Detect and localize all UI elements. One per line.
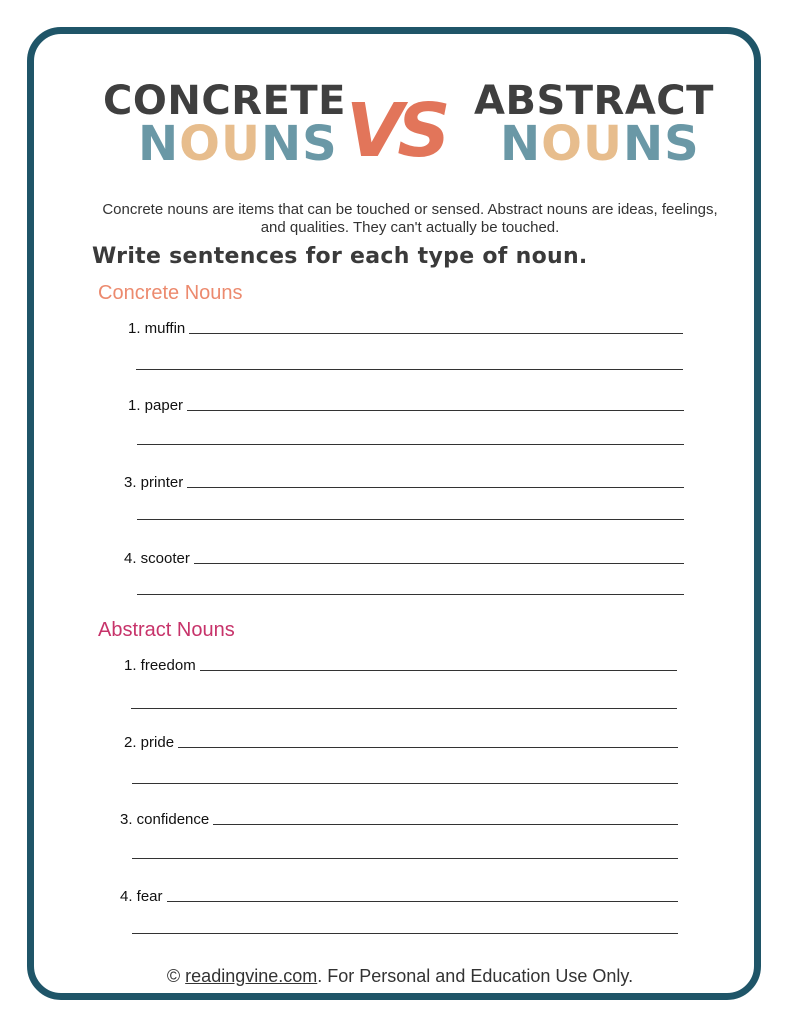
nouns-letter: N	[138, 116, 180, 172]
concrete-item-4	[124, 550, 684, 567]
answer-line[interactable]	[200, 669, 677, 671]
answer-line[interactable]	[137, 443, 684, 445]
item-label: 4. scooter	[124, 550, 190, 567]
answer-line[interactable]	[136, 368, 683, 370]
intro-text: Concrete nouns are items that can be touched or sensed. Abstract nouns are ideas, feelings, and qualities. They can't actually be touched.	[102, 201, 718, 236]
item-label: 1. muffin	[128, 320, 186, 337]
abstract-item-4	[120, 888, 678, 905]
instruction-heading: Write sentences for each type of noun.	[92, 244, 588, 269]
answer-line[interactable]	[189, 332, 683, 334]
answer-line[interactable]	[132, 782, 678, 784]
concrete-item-2	[128, 397, 684, 414]
concrete-item-3	[124, 474, 684, 491]
title-nouns-right	[500, 116, 700, 172]
title-nouns-left	[138, 116, 338, 172]
answer-line[interactable]	[137, 518, 684, 520]
copyright-prefix: ©	[166, 966, 186, 986]
abstract-item-3	[120, 811, 678, 828]
answer-line[interactable]	[178, 746, 678, 748]
answer-line[interactable]	[194, 562, 684, 564]
abstract-item-1	[124, 657, 677, 674]
answer-line[interactable]	[167, 900, 678, 902]
title-abstract: ABSTRACT	[474, 78, 714, 124]
vs-logo: VS	[346, 88, 445, 174]
abstract-item-2	[124, 734, 678, 751]
answer-line[interactable]	[137, 593, 684, 595]
item-label: 2. pride	[124, 734, 175, 751]
answer-line[interactable]	[187, 409, 684, 411]
item-label: 1. paper	[128, 397, 184, 414]
nouns-letter: S	[664, 116, 700, 172]
concrete-section-title: Concrete Nouns	[98, 282, 243, 304]
nouns-letter: U	[220, 116, 261, 172]
concrete-item-1	[128, 320, 683, 337]
nouns-letter: N	[260, 116, 303, 172]
abstract-section-title: Abstract Nouns	[98, 619, 235, 641]
item-label: 3. printer	[124, 474, 184, 491]
answer-line[interactable]	[132, 932, 678, 934]
nouns-letter: N	[500, 116, 542, 172]
answer-line[interactable]	[213, 823, 678, 825]
answer-line[interactable]	[131, 707, 677, 709]
nouns-letter: S	[302, 116, 338, 172]
nouns-letter: N	[622, 116, 665, 172]
answer-line[interactable]	[132, 857, 678, 859]
item-label: 3. confidence	[120, 811, 210, 828]
footer	[0, 966, 800, 987]
nouns-letter: O	[541, 116, 583, 172]
item-label: 4. fear	[120, 888, 163, 905]
nouns-letter: O	[179, 116, 221, 172]
footer-suffix: . For Personal and Education Use Only.	[317, 966, 634, 986]
nouns-letter: U	[582, 116, 623, 172]
item-label: 1. freedom	[124, 657, 196, 674]
answer-line[interactable]	[187, 486, 684, 488]
title-concrete: CONCRETE	[103, 78, 346, 124]
footer-link[interactable]: readingvine.com	[185, 966, 318, 986]
